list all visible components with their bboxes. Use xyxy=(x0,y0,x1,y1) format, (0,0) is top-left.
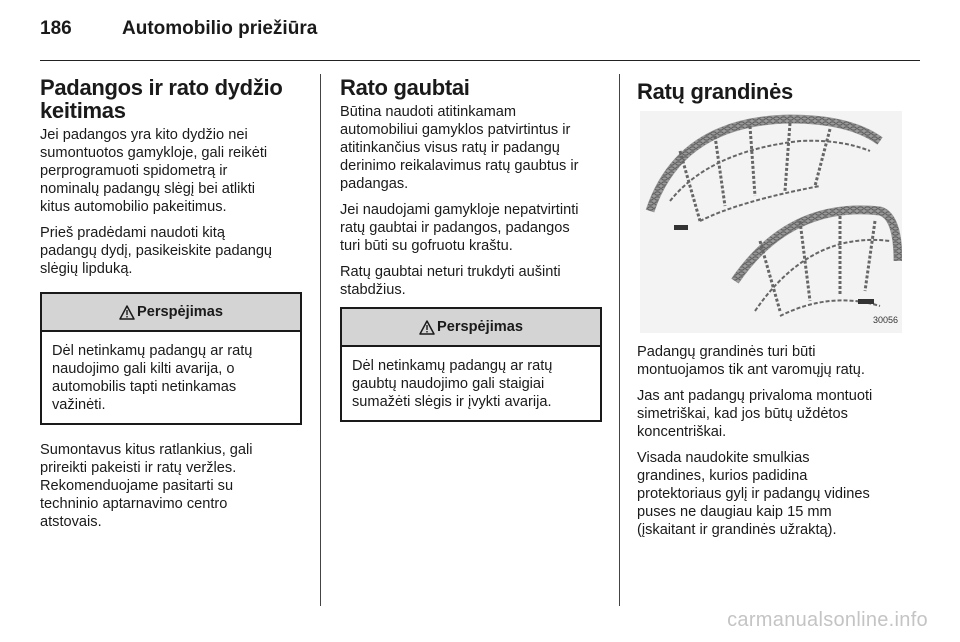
tire-size-paragraph-2: Prieš pradėdami naudoti kitą padangų dydį, pasikeiskite padangų slėgių lipduką. xyxy=(40,225,273,277)
middle-column xyxy=(340,76,602,438)
right-column xyxy=(637,76,905,547)
warning-text: Dėl netinkamų padangų ar ratų naudojimo gali kilti avarija, o automobilis tapti netinkamas važinėti. xyxy=(52,343,253,413)
warning-box-tires xyxy=(40,292,302,425)
column-divider-1 xyxy=(320,74,321,606)
snow-chains-paragraph-1: Padangų grandinės turi būti montuojamos tik ant varomųjų ratų. xyxy=(637,344,865,378)
left-column xyxy=(40,76,302,539)
warning-triangle-icon xyxy=(119,305,135,320)
warning-title: Perspėjimas xyxy=(437,319,523,335)
header-rule xyxy=(40,60,920,61)
snow-chains-paragraph-3: Visada naudokite smulkias grandines, kurios padidina protektoriaus gylį ir padangų vidines puses ne daugiau kaip 15 mm (įskaitant ir grandinės užraktą). xyxy=(637,450,870,538)
snow-chains-paragraph-2: Jas ant padangų privaloma montuoti simetriškai, kad jos būtų uždėtos koncentriškai. xyxy=(637,388,873,440)
wheel-covers-paragraph-2: Jei naudojami gamykloje nepatvirtinti ratų gaubtai ir padangos, padangos turi būti su gofruotu kraštu. xyxy=(340,202,579,254)
wheel-covers-paragraph-3: Ratų gaubtai neturi trukdyti aušinti stabdžius. xyxy=(340,264,561,298)
page-header xyxy=(40,18,317,48)
tire-size-heading: Padangos ir rato dydžio keitimas xyxy=(40,75,283,123)
warning-box-wheel-covers xyxy=(340,307,602,422)
warning-triangle-icon xyxy=(419,320,435,335)
warning-text: Dėl netinkamų padangų ar ratų gaubtų naudojimo gali staigiai sumažėti slėgis ir įvykti avarija. xyxy=(352,358,553,410)
warning-header xyxy=(42,294,300,332)
page-number: 186 xyxy=(40,18,72,39)
figure-code: 30056 xyxy=(872,315,898,325)
warning-header xyxy=(342,309,600,347)
tire-size-paragraph-3: Sumontavus kitus ratlankius, gali prireikti pakeisti ir ratų veržles. Rekomenduojame pasitarti su techninio aptarnavimo centro atstovais. xyxy=(40,442,253,530)
snow-chains-heading: Ratų grandinės xyxy=(637,79,793,104)
page-title: Automobilio priežiūra xyxy=(122,18,318,39)
watermark: carmanualsonline.info xyxy=(727,609,928,631)
snow-chain-image xyxy=(640,111,902,333)
column-divider-2 xyxy=(619,74,620,606)
wheel-covers-paragraph-1: Būtina naudoti atitinkamam automobiliui gamyklos patvirtintus ir atitinkančius visus ratų ir padangų derinimo reikalavimus ratų gaubtus ir padangas. xyxy=(340,104,579,192)
wheel-covers-heading: Rato gaubtai xyxy=(340,75,470,100)
warning-title: Perspėjimas xyxy=(137,304,223,320)
snow-chains-illustration xyxy=(640,111,902,333)
tire-size-paragraph-1: Jei padangos yra kito dydžio nei sumontuotos gamykloje, gali reikėti perprogramuoti spidometrą ir nominalų padangų slėgį bei atlikti kitus automobilio pakeitimus. xyxy=(40,127,268,215)
